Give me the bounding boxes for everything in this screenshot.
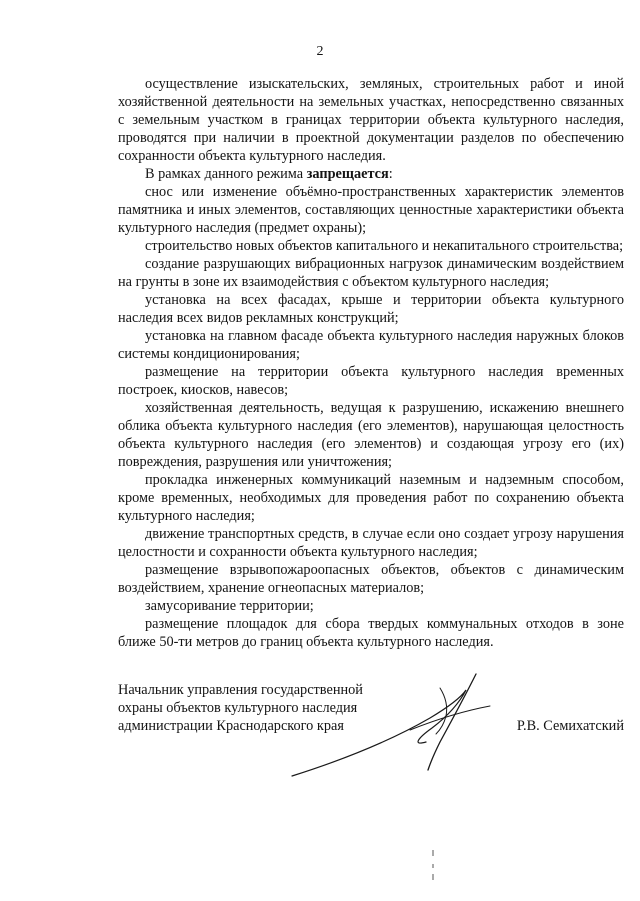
list-item-demolition: снос или изменение объёмно-пространственных характеристик элементов памятника и иных элементов, составляющих ценностные характеристики объекта культурного наследия (предмет охраны); [118, 184, 624, 236]
list-item-construction: строительство новых объектов капитального и некапитального строительства; [145, 238, 624, 254]
signatory-position-line: администрации Краснодарского края [118, 718, 344, 734]
document-body [118, 75, 624, 651]
list-item-littering: замусоривание территории; [145, 598, 314, 614]
list-item-waste-sites: размещение площадок для сбора твердых коммунальных отходов в зоне ближе 50-ти метров до границ объекта культурного наследия. [118, 616, 624, 650]
regime-intro-text: В рамках данного режима [145, 166, 307, 182]
signatory-position-line: Начальник управления государственной [118, 682, 363, 698]
signatory-position-line: охраны объектов культурного наследия [118, 700, 358, 716]
list-item-utilities: прокладка инженерных коммуникаций наземным и надземным способом, кроме временных, необходимых для проведения работ по сохранению объекта культурного наследия; [118, 472, 624, 524]
paragraph-regime-intro [118, 165, 624, 183]
paragraph-prohibited-works: осуществление изыскательских, земляных, строительных работ и иной хозяйственной деятельности на земельных участках, непосредственно связанных с земельным участком в границах территории объекта культурного наследия, проводятся при наличии в проектной документации разделов по обеспечению сохранности объекта культурного наследия. [118, 76, 624, 164]
list-item-traffic: движение транспортных средств, в случае если оно создает угрозу нарушения целостности и сохранности объекта культурного наследия; [118, 526, 624, 560]
page-number: 2 [316, 44, 324, 59]
regime-prohibited-word: запрещается [306, 166, 389, 182]
scan-artifact [430, 850, 436, 880]
signatory-name: Р.В. Семихатский [516, 718, 624, 734]
list-item-advertising: установка на всех фасадах, крыше и территории объекта культурного наследия всех видов рекламных конструкций; [118, 292, 624, 326]
list-item-economic-activity: хозяйственная деятельность, ведущая к разрушению, искажению внешнего облика объекта культурного наследия (его элементов), нарушающая целостность объекта культурного наследия (его элементов) и создающая угрозу его (их) повреждения, разрушения или уничтожения; [118, 400, 624, 470]
list-item-air-conditioning: установка на главном фасаде объекта культурного наследия наружных блоков системы кондиционирования; [118, 328, 624, 362]
handwritten-signature [290, 672, 510, 782]
list-item-hazardous-objects: размещение взрывопожароопасных объектов, объектов с динамическим воздействием, хранение огнеопасных материалов; [118, 562, 624, 596]
list-item-vibration: создание разрушающих вибрационных нагрузок динамическим воздействием на грунты в зоне их взаимодействия с объектом культурного наследия; [118, 256, 624, 290]
regime-intro-colon: : [388, 166, 393, 182]
list-item-temporary-buildings: размещение на территории объекта культурного наследия временных построек, киосков, навесов; [118, 364, 624, 398]
